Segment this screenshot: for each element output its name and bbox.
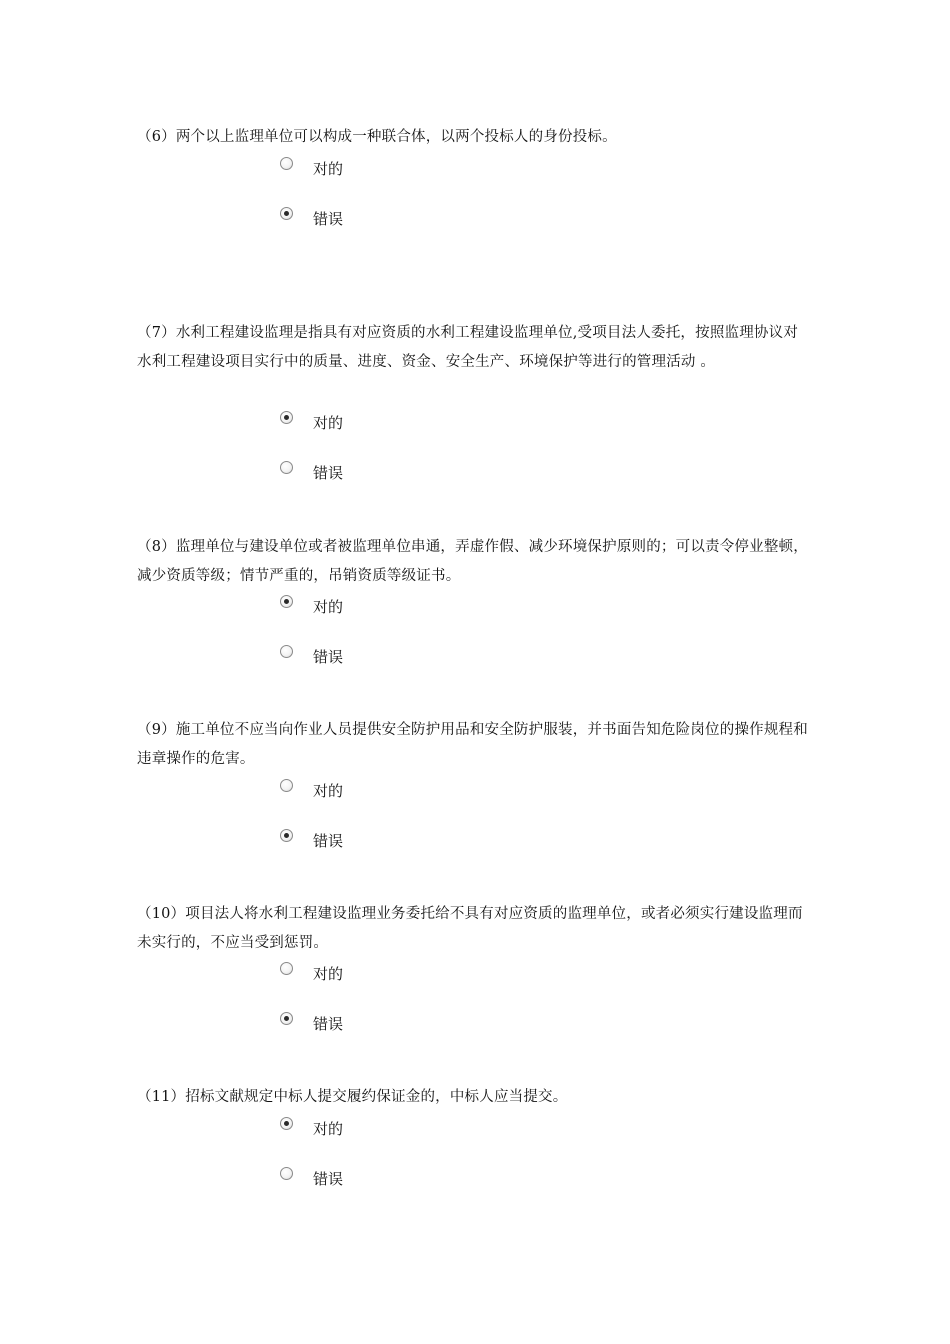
option-label: 错误 [313,210,344,228]
question-text: （7）水利工程建设监理是指具有对应资质的水利工程建设监理单位,受项目法人委托，按照监理协议对水利工程建设项目实行中的质量、进度、资金、安全生产、环境保护等进行的管理活动 。 [137,325,799,370]
radio-button[interactable] [280,962,293,975]
option-label: 错误 [313,1015,344,1033]
radio-button[interactable] [280,157,293,170]
option-label: 对的 [313,598,344,616]
radio-button[interactable] [280,779,293,792]
option-label: 对的 [313,414,344,432]
question-text: （8）监理单位与建设单位或者被监理单位串通，弄虚作假、减少环境保护原则的；可以责令停业整顿，减少资质等级；情节严重的，吊销资质等级证书。 [137,539,808,584]
option-label: 错误 [313,832,344,850]
option-label: 错误 [313,1170,344,1188]
option-label: 错误 [313,648,344,666]
radio-button[interactable] [280,461,293,474]
question-text: （10）项目法人将水利工程建设监理业务委托给不具有对应资质的监理单位，或者必须实行建设监理而未实行的，不应当受到惩罚。 [137,906,803,951]
option-label: 对的 [313,160,344,178]
option-label: 对的 [313,782,344,800]
radio-button[interactable] [280,645,293,658]
option-label: 对的 [313,965,344,983]
radio-button[interactable] [280,595,293,608]
radio-button[interactable] [280,207,293,220]
radio-button[interactable] [280,411,293,424]
option-label: 错误 [313,464,344,482]
radio-button[interactable] [280,829,293,842]
radio-button[interactable] [280,1012,293,1025]
question-text: （9）施工单位不应当向作业人员提供安全防护用品和安全防护服装，并书面告知危险岗位的操作规程和违章操作的危害。 [137,722,808,767]
question-text: （6）两个以上监理单位可以构成一种联合体，以两个投标人的身份投标。 [137,129,617,145]
radio-button[interactable] [280,1117,293,1130]
option-label: 对的 [313,1120,344,1138]
question-text: （11）招标文献规定中标人提交履约保证金的，中标人应当提交。 [137,1089,568,1105]
radio-button[interactable] [280,1167,293,1180]
